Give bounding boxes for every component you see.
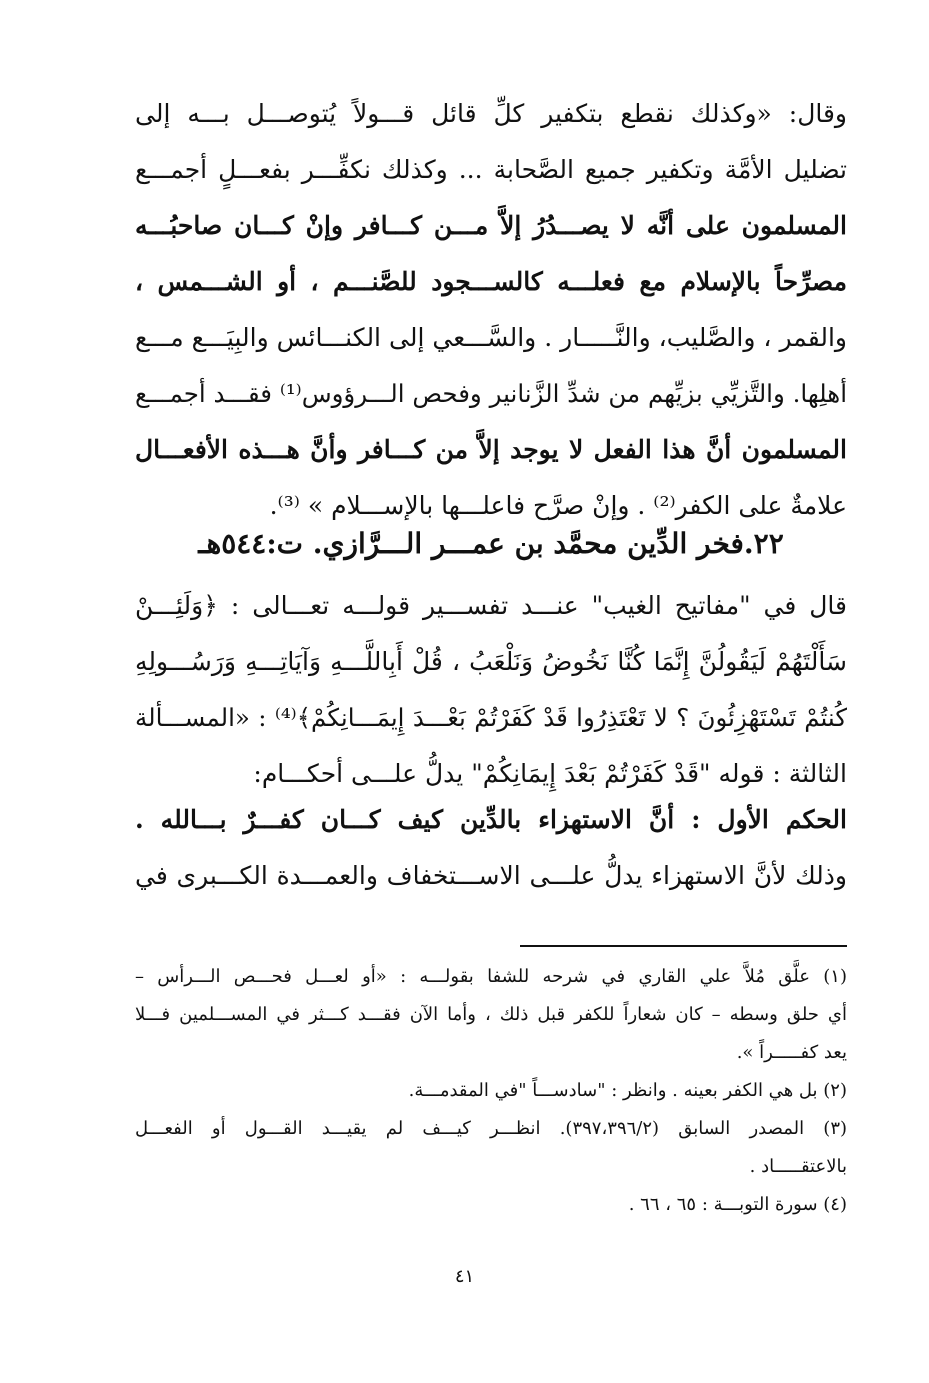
footnote-divider (520, 945, 847, 947)
footnote-line: (٢) بل هي الكفر بعينه . وانظر : "سادســـاً "في المقدمـــة. (408, 1080, 847, 1101)
paragraph-line: أهلِها. والتَّزيِّي بزيِّهم من شدِّ الزَّنانير وفحص الـــرؤوس⁽¹⁾ فقـــد أجمـــع (135, 379, 847, 408)
paragraph-quote-tafkir (135, 86, 847, 534)
paragraph-line: وقال: «وكذلك نقطع بتكفير كلِّ قائل قـــولاً يُتوصـــل بـــه إلى (135, 99, 847, 128)
paragraph-line: وذلك لأنَّ الاستهزاء يدلُّ علـــى الاســـتخفاف والعمـــدة الكـــبرى في (135, 861, 847, 890)
paragraph-line: والقمر ، والصَّليب، والنَّـــــار . والسَّـــعي إلى الكنـــائس والبِيَـــع مـــع (135, 323, 847, 352)
footnote-line: (٣) المصدر السابق (٣٩٧،٣٩٦/٢). انظـــر كيـــف لم يقيـــد القـــول أو الفعـــل (135, 1118, 847, 1139)
paragraph-first-ruling (135, 792, 847, 904)
paragraph-line: الثالثة : قوله "قَدْ كَفَرْتُمْ بَعْدَ إِيمَانِكُمْ" يدلُّ علـــى أحكـــام: (253, 759, 847, 788)
paragraph-line: تضليل الأمَّة وتكفير جميع الصَّحابة ... وكذلك نكفِّـــر بفعـــلٍ أجمـــع (135, 155, 847, 184)
paragraph-line: المسلمون على أنَّه لا يصـــدُرُ إلاَّ مـــن كـــافر وإنْ كـــان صاحبُـــه (135, 211, 847, 240)
page-number: ٤١ (454, 1266, 475, 1287)
footnote-line: (١) علَّق مُلاَّ علي القاري في شرحه للشفا بقولـــه : «أو لعـــل فحـــص الـــرأس – (135, 966, 847, 987)
footnote-line: يعد كفـــــراً ». (736, 1042, 847, 1063)
footnote-line: بالاعتقـــــاد . (749, 1156, 847, 1177)
paragraph-line: المسلمون أنَّ هذا الفعل لا يوجد إلاَّ من كـــافر وأنَّ هـــذه الأفعـــال (135, 435, 847, 464)
paragraph-mafatih-al-ghayb (135, 578, 847, 802)
footnote-line: (٤) سورة التوبـــة : ٦٥ ، ٦٦ . (628, 1194, 847, 1215)
paragraph-line: سَأَلْتَهُمْ لَيَقُولُنَّ إِنَّمَا كُنَّا نَخُوضُ وَنَلْعَبُ ، قُلْ أَبِاللَّـــهِ وَآيَاتِـــهِ وَرَسُـــولِهِ (135, 647, 847, 676)
footnote-line: أي حلق وسطه – كان شعاراً للكفر قبل ذلك ، وأما الآن فقـــد كـــثر في المســـلمين فـــلا (135, 1004, 847, 1025)
paragraph-line: الحكم الأول : أنَّ الاستهزاء بالدِّين كيف كـــان كفـــرٌ بـــالله . (135, 805, 847, 834)
section-heading: ٢٢.فخر الدِّين محمَّد بن عمـــر الـــرَّازي. ت:٥٤٤هـ (198, 527, 784, 560)
paragraph-line: علامةٌ على الكفر⁽²⁾ . وإنْ صرَّح فاعلـــها بالإســـلام » ⁽³⁾. (269, 491, 847, 520)
paragraph-line: كُنتُمْ تَسْتَهْزِئُونَ ؟ لا تَعْتَذِرُوا قَدْ كَفَرْتُمْ بَعْـــدَ إِيمَـــانِكُمْ﴾⁽⁴⁾ : «المســـألة (135, 703, 847, 732)
paragraph-line: قال في "مفاتيح الغيب" عنـــد تفســـير قولـــه تعـــالى : ﴿وَلَئِـــنْ (135, 591, 847, 620)
footnotes (135, 958, 847, 1224)
paragraph-line: مصرِّحاً بالإسلام مع فعلـــه كالســـجود للصَّنـــم ، أو الشـــمس ، (135, 267, 847, 296)
